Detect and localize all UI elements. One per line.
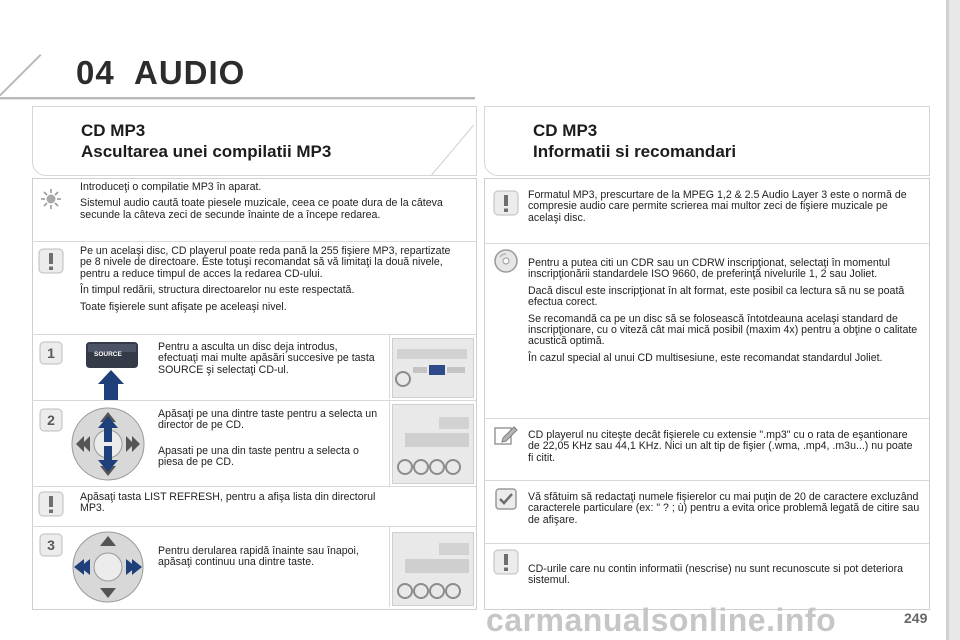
paragraph: Apăsaţi pe una dintre taste pentru a selecta un director de pe CD. <box>158 408 378 432</box>
warning-icon <box>491 188 521 218</box>
radio-panel-illustration <box>392 404 474 484</box>
step-3-icon <box>36 530 66 560</box>
left-title-line1: CD MP3 <box>81 121 146 140</box>
left-title-box <box>32 106 477 176</box>
chapter-title: AUDIO <box>134 54 246 91</box>
column-separator <box>389 335 390 399</box>
right-section-1-text <box>528 190 918 229</box>
left-section-2-text <box>80 246 465 318</box>
page-number: 249 <box>904 610 928 626</box>
right-section-5-text <box>528 564 920 592</box>
header-rule-shadow <box>0 99 475 100</box>
navigation-pad-illustration <box>70 530 146 604</box>
disc-icon <box>491 246 521 276</box>
bulb-icon <box>36 184 66 214</box>
paragraph: Pentru a asculta un disc deja introdus, efectuaţi mai multe apăsări succesive pe tasta SOURCE şi selectaţi CD-ul. <box>158 341 375 376</box>
paragraph: Vă sfătuim să redactaţi numele fişierelor cu mai puţin de 20 de caractere excluzând caracterele particulare (ex: " ? ; ù) pentru a evita orice problemă legată de citire sau de afişare. <box>528 491 920 526</box>
warning-icon <box>36 246 66 276</box>
paragraph: Apăsaţi tasta LIST REFRESH, pentru a afişa lista din directorul MP3. <box>80 491 376 515</box>
paragraph: Sistemul audio caută toate piesele muzicale, ceea ce poate dura de la câteva secunde la câteva zeci de secunde înainte de a începe redarea. <box>80 197 443 221</box>
left-section-5-text <box>80 492 400 520</box>
paragraph: Se recomandă ca pe un disc să se folosească întotdeauna acelaşi standard de inscripţionare, cu o viteză cât mai mică posibil (maxim 4x) pentru a obţine o calitate acustică optimă. <box>528 312 918 348</box>
svg-text:3: 3 <box>47 537 55 553</box>
paragraph: Pentru derularea rapidă înainte sau înapoi, apăsaţi continuu una dintre taste. <box>158 545 359 569</box>
left-title-line2: Ascultarea unei compilatii MP3 <box>81 142 332 161</box>
right-section-3-text <box>528 430 920 469</box>
paragraph: În cazul special al unui CD multisesiune, este recomandat standardul Joliet. <box>528 351 883 364</box>
column-separator <box>389 401 390 486</box>
source-key-illustration <box>82 340 140 400</box>
paragraph: Toate fişierele sunt afişate pe aceleaşi nivel. <box>80 300 287 313</box>
row-divider <box>32 400 476 401</box>
warning-icon <box>36 489 66 519</box>
radio-panel-illustration <box>392 338 474 398</box>
left-section-3-text <box>158 342 380 381</box>
pencil-icon <box>491 420 521 450</box>
warning-icon <box>491 547 521 577</box>
left-section-1-text <box>80 182 465 226</box>
row-divider <box>484 243 929 244</box>
right-section-2-text <box>528 258 920 369</box>
chapter-number: 04 <box>76 54 115 91</box>
paragraph: Pentru a putea citi un CDR sau un CDRW inscripţionat, selectaţi în momentul inscripţionării standardele ISO 9660, de preferinţă nivelurile 1, 2 sau Joliet. <box>528 257 890 281</box>
svg-text:2: 2 <box>47 412 55 428</box>
row-divider <box>32 334 476 335</box>
paragraph: Apasati pe una din taste pentru a selecta o piesa de pe CD. <box>158 444 359 469</box>
radio-panel-illustration <box>392 532 474 606</box>
watermark: carmanualsonline.info <box>486 602 837 638</box>
right-title-line1: CD MP3 <box>533 121 598 140</box>
column-separator <box>389 527 390 607</box>
paragraph: În timpul redării, structura directoarelor nu este respectată. <box>80 284 355 297</box>
row-divider <box>484 480 929 481</box>
check-icon <box>491 484 521 514</box>
page-edge-strip-line <box>946 0 949 640</box>
left-section-4-text <box>158 409 380 474</box>
right-title-box <box>484 106 930 176</box>
row-divider <box>32 526 476 527</box>
right-section-4-text <box>528 492 920 531</box>
paragraph: Introduceţi o compilatie MP3 în aparat. <box>80 181 262 193</box>
source-key-label: SOURCE <box>94 351 122 358</box>
row-divider <box>32 486 476 487</box>
row-divider <box>32 241 476 242</box>
navigation-pad-illustration <box>70 406 146 482</box>
paragraph: CD playerul nu citeşte decât fişierele cu extensie ".mp3" cu o rata de eşantionare de 22,05 KHz sau 44,1 KHz. Nici un alt tip de fişier (.wma, .mp4, .m3u...) nu poate fi citit. <box>528 429 913 464</box>
left-section-6-text <box>158 546 380 574</box>
svg-text:1: 1 <box>47 345 55 361</box>
paragraph: Formatul MP3, prescurtare de la MPEG 1,2 & 2.5 Audio Layer 3 este o normă de compresie audio care permite scrierea mai multor zeci de fişiere muzicale pe acelaşi disc. <box>528 189 907 224</box>
header-corner-rule <box>0 54 41 96</box>
paragraph: Pe un acelaşi disc, CD playerul poate reda pană la 255 fişiere MP3, repartizate pe 8 nivele de directoare. Este totuşi recomandat să vă limitaţi la două nivele, pentru a reduce timpul de acces la redarea CD-ului. <box>80 245 451 280</box>
paragraph: CD-urile care nu contin informatii (nescrise) nu sunt recunoscute si pot deteriora sistemul. <box>528 563 904 587</box>
right-title-line2: Informatii si recomandari <box>533 142 737 161</box>
step-1-icon <box>36 338 66 368</box>
title-box-diagonal <box>422 125 474 176</box>
row-divider <box>484 543 929 544</box>
step-2-icon <box>36 405 66 435</box>
paragraph: Dacă discul este inscripţionat în alt format, este posibil ca lectura să nu se poată efectua corect. <box>528 284 905 309</box>
row-divider <box>484 418 929 419</box>
